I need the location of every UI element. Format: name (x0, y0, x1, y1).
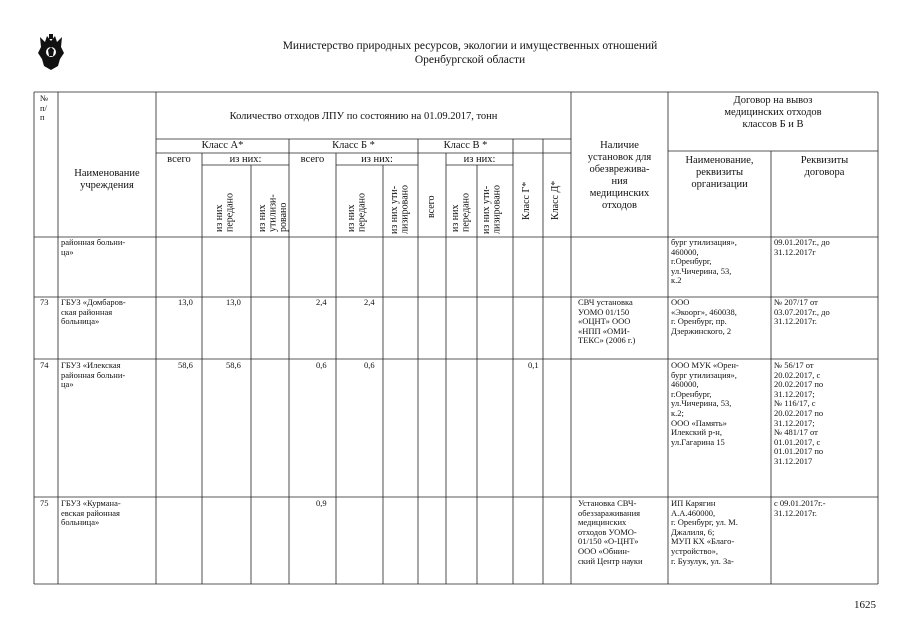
row-name: ГБУЗ «Домбаров- ская районная больница» (61, 297, 126, 327)
row-num: 75 (40, 498, 49, 508)
header-num: № п/ п (40, 93, 49, 123)
row-contract: № 56/17 от 20.02.2017, с 20.02.2017 по 31.12.2017; № 116/17, с 20.02.2017 по 31.12.2017; № 481/17 от 01.01.2017, с 01.01.2017 по 31.12.2017 (774, 360, 824, 466)
row-install: Установка СВЧ- обеззараживания медицинских отходов УОМО- 01/150 «О-ЦНТ» ООО «Обнин- ский Центр науки (578, 498, 643, 566)
row-num: 73 (40, 297, 49, 307)
row-org: бург утилизация», 460000, г.Оренбург, ул.Чичерина, 53, к.2 (671, 237, 737, 286)
row-contract: № 207/17 от 03.07.2017г., до 31.12.2017г. (774, 297, 830, 327)
row-b-total: 2,4 (316, 297, 327, 307)
header-a-utilized: из них утилизи- ровано (257, 194, 289, 232)
header-v-utilized: из них ути- лизировано (481, 184, 503, 234)
header-class-b: Класс Б * (332, 140, 375, 151)
row-a-total: 13,0 (178, 297, 193, 307)
row-b-transferred: 0,6 (364, 360, 375, 370)
header-class-g: Класс Г* (521, 181, 532, 220)
row-b-total: 0,9 (316, 498, 327, 508)
row-org: ИП Карягин А.А.460000, г. Оренбург, ул. М. Джалиля, 6; МУП КХ «Благо- устройство», г. Бузулук, ул. За- (671, 498, 738, 566)
row-num: 74 (40, 360, 49, 370)
row-a-transferred: 13,0 (226, 297, 241, 307)
row-org: ООО «Экоорг», 460038, г. Оренбург, пр. Дзержинского, 2 (671, 297, 737, 336)
header-a-transferred: из них передано (214, 193, 236, 232)
header-class-v: Класс В * (443, 140, 488, 151)
header-b-total: всего (300, 154, 325, 165)
row-install: СВЧ установка УОМО 01/150 «ОЦНТ» ООО «НПП «ОМИ- ТЕКС» (2006 г.) (578, 297, 636, 346)
row-class-g: 0,1 (528, 360, 539, 370)
header-a-total: всего (167, 154, 191, 165)
header-b-of-them: из них: (361, 154, 393, 165)
ministry-title-line1: Министерство природных ресурсов, экологии и имущественных отношений (282, 40, 658, 52)
row-name: ГБУЗ «Илекская районная больни- ца» (61, 360, 126, 390)
header-contract-title: Договор на вывоз медицинских отходов классов Б и В (724, 95, 822, 130)
header-waste-quantity: Количество отходов ЛПУ по состоянию на 01.09.2017, тонн (229, 111, 498, 122)
row-contract: с 09.01.2017г.- 31.12.2017г. (774, 498, 826, 518)
header-org: Наименование, реквизиты организации (685, 155, 754, 190)
header-b-utilized: из них ути- лизировано (389, 184, 411, 234)
row-b-total: 0,6 (316, 360, 327, 370)
row-b-transferred: 2,4 (364, 297, 375, 307)
row-name: районная больни- ца» (61, 237, 126, 257)
row-name: ГБУЗ «Курмана- евская районная больница» (61, 498, 121, 528)
page-number: 1625 (854, 599, 876, 611)
header-class-a: Класс А* (201, 140, 244, 151)
row-org: ООО МУК «Орен- бург утилизация», 460000, г.Оренбург, ул.Чичерина, 53, к.2; ООО «Память» Илекский р-н, ул.Гагарина 15 (671, 360, 739, 447)
row-a-transferred: 58,6 (226, 360, 241, 370)
ministry-title-line2: Оренбургской области (414, 54, 526, 66)
header-v-of-them: из них: (463, 154, 496, 165)
header-installations: Наличие установок для обезврежива- ния медицинских отходов (587, 140, 652, 211)
header-v-total: всего (426, 195, 437, 218)
row-a-total: 58,6 (178, 360, 193, 370)
header-b-transferred: из них передано (346, 193, 368, 232)
header-institution-name: Наименование учреждения (74, 168, 140, 191)
header-a-of-them: из них: (229, 154, 262, 165)
header-contract-requisites: Реквизиты договора (800, 155, 849, 178)
row-contract: 09.01.2017г., до 31.12.2017г (774, 237, 830, 257)
header-v-transferred: из них передано (450, 193, 472, 232)
header-class-d: Класс Д* (550, 180, 561, 220)
